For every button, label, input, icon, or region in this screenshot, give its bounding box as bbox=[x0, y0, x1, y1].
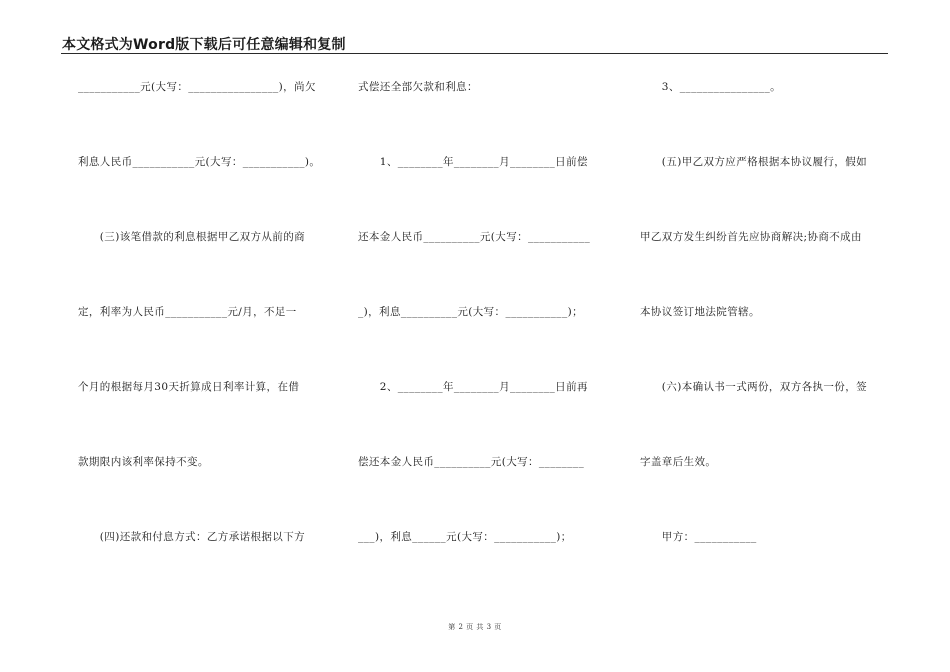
column-3-line-2: (五)甲乙双方应严格根据本协议履行，假如 bbox=[640, 156, 867, 168]
header-divider bbox=[61, 53, 888, 54]
column-3-line-4: 本协议签订地法院管辖。 bbox=[640, 306, 760, 318]
column-2-line-1: 式偿还全部欠款和利息： bbox=[358, 81, 478, 93]
column-1-line-1: ___________元(大写：________________)，尚欠 bbox=[78, 81, 316, 93]
page-header-title: 本文格式为Word版下载后可任意编辑和复制 bbox=[62, 37, 346, 53]
column-3-line-5: (六)本确认书一式两份，双方各执一份，签 bbox=[640, 381, 867, 393]
column-2-line-6: 偿还本金人民币__________元(大写：________ bbox=[358, 456, 585, 468]
column-1-line-7: (四)还款和付息方式：乙方承诺根据以下方 bbox=[78, 531, 305, 543]
column-2-line-4: _)，利息__________元(大写：___________)； bbox=[358, 306, 583, 318]
column-3-line-1: 3、________________。 bbox=[640, 81, 782, 93]
column-1-line-2: 利息人民币___________元(大写：___________)。 bbox=[78, 156, 321, 168]
column-2-line-3: 还本金人民币__________元(大写：___________ bbox=[358, 231, 591, 243]
column-3-line-7: 甲方：___________ bbox=[640, 531, 757, 543]
page-number-footer: 第 2 页 共 3 页 bbox=[448, 623, 502, 631]
column-2-line-2: 1、________年________月________日前偿 bbox=[358, 156, 588, 168]
column-1-line-6: 款期限内该利率保持不变。 bbox=[78, 456, 209, 468]
column-1-line-5: 个月的根据每月30天折算成日利率计算，在借 bbox=[78, 381, 300, 393]
column-1-line-3: (三)该笔借款的利息根据甲乙双方从前的商 bbox=[78, 231, 305, 243]
column-1-line-4: 定，利率为人民币___________元/月，不足一 bbox=[78, 306, 297, 318]
column-2-line-5: 2、________年________月________日前再 bbox=[358, 381, 588, 393]
column-3-line-6: 字盖章后生效。 bbox=[640, 456, 717, 468]
column-2-line-7: ___)，利息______元(大写：___________)； bbox=[358, 531, 572, 543]
column-3-line-3: 甲乙双方发生纠纷首先应协商解决;协商不成由 bbox=[640, 231, 862, 243]
